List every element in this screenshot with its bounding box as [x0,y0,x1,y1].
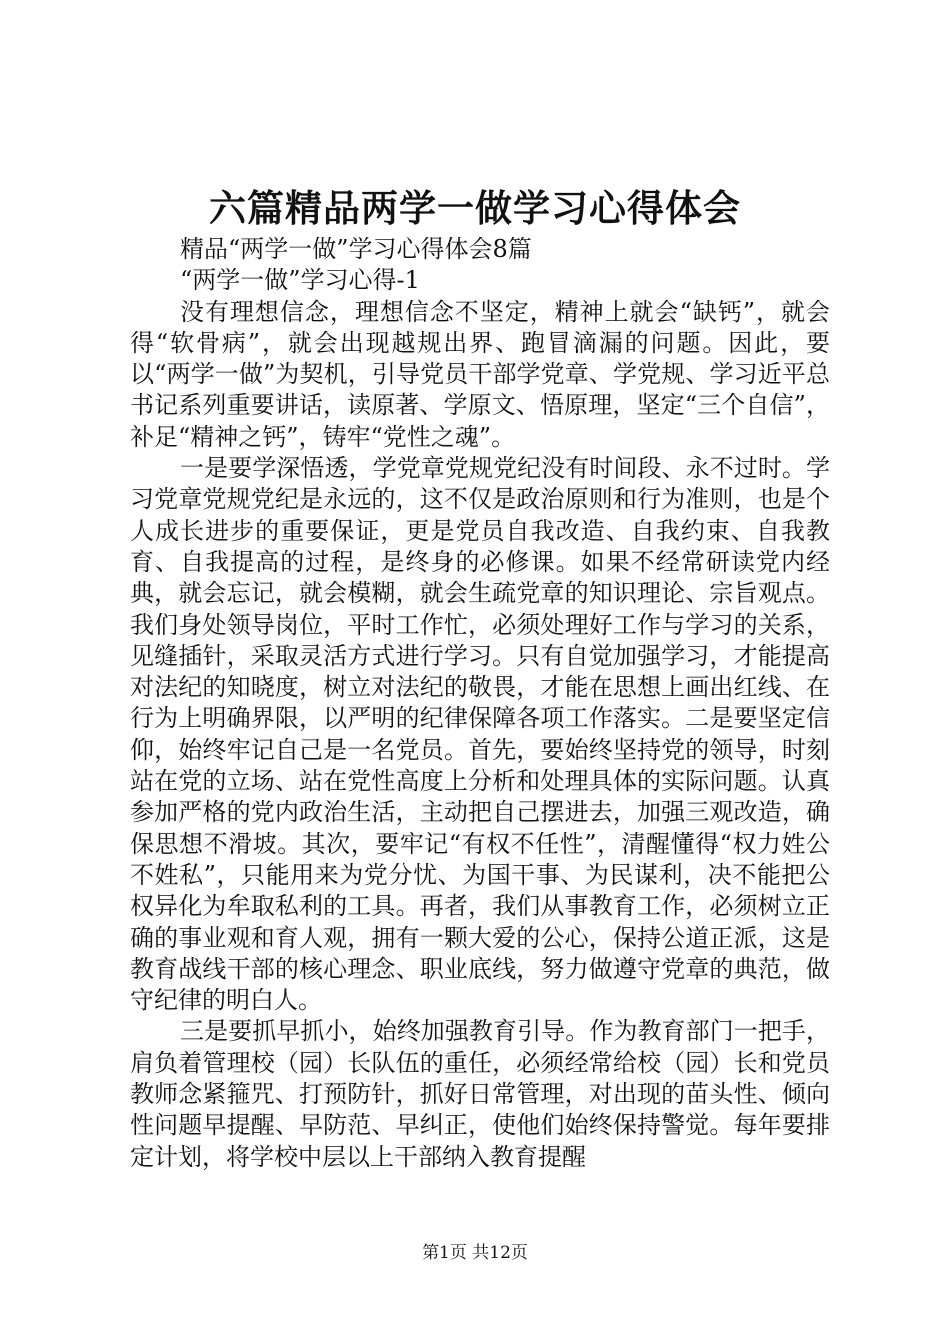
document-body [130,234,830,1173]
page-footer: 第1页 共12页 [422,1243,528,1263]
body-paragraph: 三是要抓早抓小，始终加强教育引导。作为教育部门一把手，肩负着管理校（园）长队伍的重任，必须经常给校（园）长和党员教师念紧箍咒、打预防针，抓好日常管理，对出现的苗头性、倾向性问题早提醒、早防范、早纠正，使他们始终保持警觉。每年要排定计划，将学校中层以上干部纳入教育提醒 [130,1017,830,1171]
subtitle-paragraph: 精品“两学一做”学习心得体会8篇 [180,235,532,263]
body-paragraph: 没有理想信念，理想信念不坚定，精神上就会“缺钙”，就会得“软骨病”，就会出现越规出界、跑冒滴漏的问题。因此，要以“两学一做”为契机，引导党员干部学党章、学党规、学习近平总书记系列重要讲话，读原著、学原文、悟原理，坚定“三个自信”，补足“精神之钙”，铸牢“党性之魂”。 [130,297,830,451]
body-paragraph: 一是要学深悟透，学党章党规党纪没有时间段、永不过时。学习党章党规党纪是永远的，这不仅是政治原则和行为准则，也是个人成长进步的重要保证，更是党员自我改造、自我约束、自我教育、自我提高的过程，是终身的必修课。如果不经常研读党内经典，就会忘记，就会模糊，就会生疏党章的知识理论、宗旨观点。我们身处领导岗位，平时工作忙，必须处理好工作与学习的关系，见缝插针，采取灵活方式进行学习。只有自觉加强学习，才能提高对法纪的知晓度，树立对法纪的敬畏，才能在思想上画出红线、在行为上明确界限，以严明的纪律保障各项工作落实。二是要坚定信仰，始终牢记自己是一名党员。首先，要始终坚持党的领导，时刻站在党的立场、站在党性高度上分析和处理具体的实际问题。认真参加严格的党内政治生活，主动把自己摆进去，加强三观改造，确保思想不滑坡。其次，要牢记“有权不任性”，清醒懂得“权力姓公不姓私”，只能用来为党分忧、为国干事、为民谋利，决不能把公权异化为牟取私利的工具。再者，我们从事教育工作，必须树立正确的事业观和育人观，拥有一颗大爱的公心，保持公道正派，这是教育战线干部的核心理念、职业底线，努力做遵守党章的典范，做守纪律的明白人。 [130,454,830,1015]
section-heading: “两学一做”学习心得-1 [180,266,420,295]
document-title: 六篇精品两学一做学习心得体会 [209,186,741,230]
